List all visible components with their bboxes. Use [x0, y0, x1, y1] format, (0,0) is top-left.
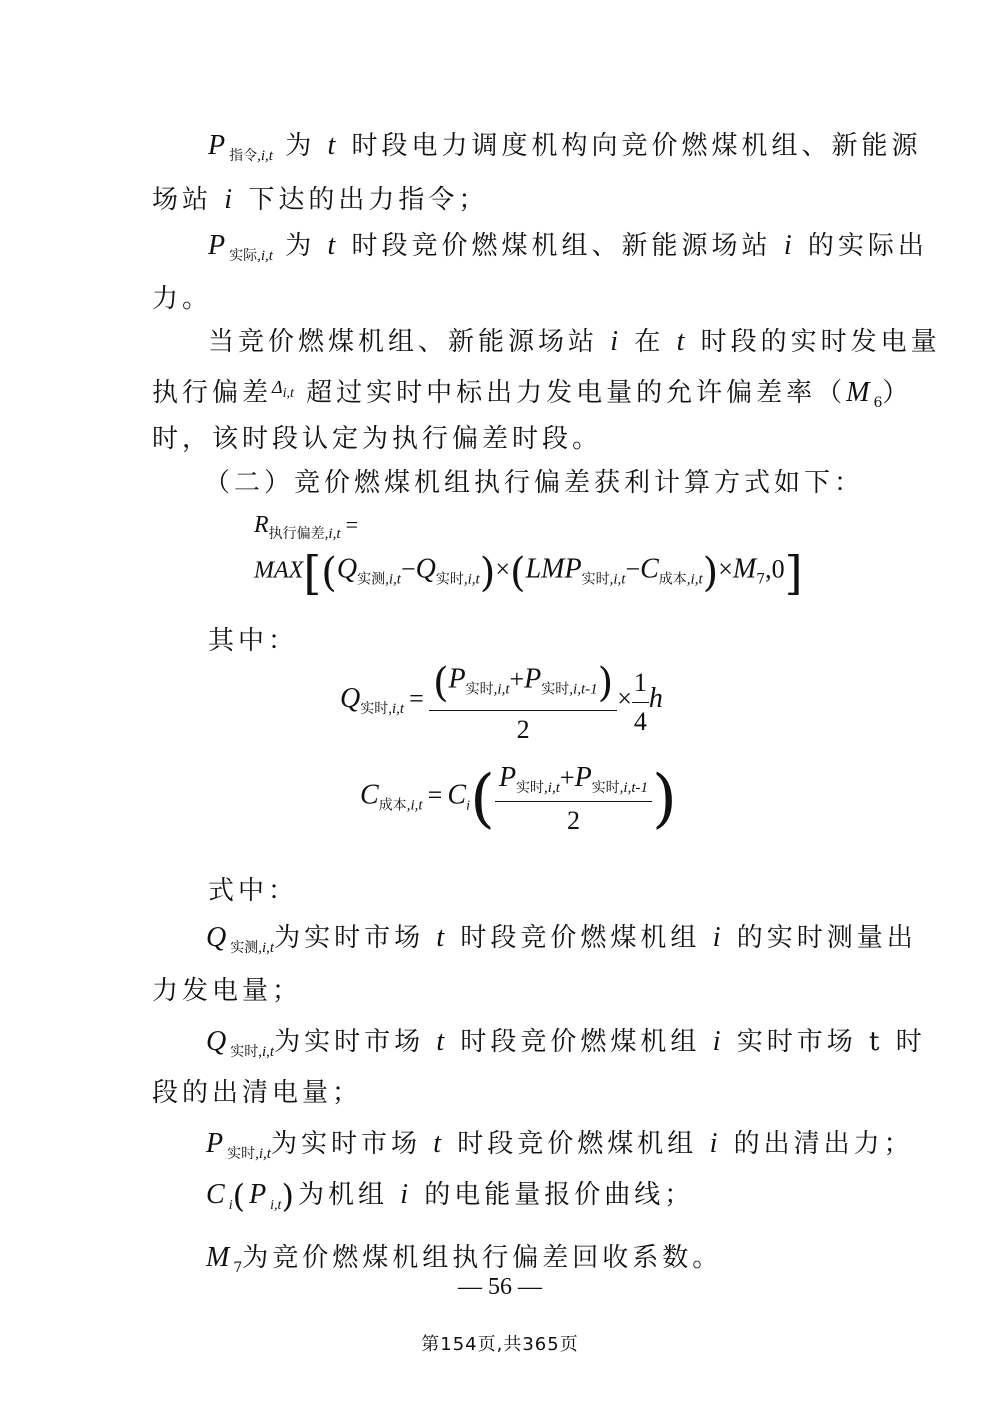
var-Q: Q [415, 553, 436, 585]
text: 时段竞价燃煤机组 [460, 1027, 701, 1057]
plus: + [509, 664, 525, 694]
text: 下达的出力指令； [248, 185, 489, 215]
var-P: P [524, 663, 542, 695]
sub-it: ,i,t [258, 1044, 275, 1060]
var-t: t [436, 922, 449, 953]
var-t: t [327, 130, 340, 161]
paragraph-line-4 [152, 286, 212, 312]
sub-6: 6 [873, 395, 883, 411]
text: 为实时市场 [270, 1129, 421, 1159]
paragraph-line-6 [152, 378, 912, 410]
text: 为竞价燃煤机组执行偏差回收系数。 [242, 1243, 723, 1273]
var-LMP: LMP [525, 553, 582, 585]
sub-it: ,i,t [686, 571, 703, 588]
equals: = [409, 684, 424, 713]
sub-shishi: 实时 [230, 1044, 259, 1060]
sub-zhiling: 指令 [229, 148, 258, 164]
var-M: M [732, 553, 757, 585]
text: 为实时市场 [274, 923, 425, 953]
paragraph-line-13 [206, 1028, 926, 1060]
formula-r-lhs [254, 512, 358, 543]
var-C: C [447, 779, 467, 811]
text: 执行偏差 [152, 378, 273, 408]
text: 时段电力调度机构向竞价燃煤机组、新能源 [351, 131, 922, 161]
denominator: 2 [516, 715, 530, 744]
paragraph-line-5 [208, 328, 941, 356]
var-t: t [327, 230, 340, 261]
text: 时段竞价燃煤机组、新能源场站 [351, 231, 772, 261]
times: × [495, 554, 510, 584]
text: 为机组 [297, 1180, 388, 1210]
var-i: i [224, 184, 237, 215]
sub-shice: 实测 [357, 571, 386, 588]
paragraph-line-14 [152, 1080, 362, 1106]
times: × [617, 684, 632, 713]
var-i: i [712, 1026, 725, 1057]
section-heading [204, 470, 864, 496]
var-i: i [783, 230, 796, 261]
var-P: P [448, 663, 466, 695]
page-info-footer: 第154页,共365页 [421, 1334, 579, 1355]
fraction-quarter [632, 668, 649, 737]
text: 力。 [152, 284, 213, 314]
sub-it1: ,i,t-1 [569, 681, 598, 698]
sub-chengben: 成本 [658, 571, 687, 588]
text: 实时市场 t 时 [736, 1027, 926, 1057]
denominator: 4 [633, 707, 647, 736]
sub-it: ,i,t [258, 940, 275, 956]
sub-it: ,i,t [257, 148, 273, 164]
var-i: i [709, 1128, 722, 1159]
paragraph-line-17 [206, 1244, 722, 1275]
sub-i: i [466, 798, 470, 814]
var-M: M [846, 377, 874, 408]
paragraph-line-12 [152, 978, 302, 1004]
sub-it: ,i,t [324, 526, 341, 542]
fraction-q: $\frac{(P_{实时,i,t}+P_{实时,i,t-1})}{2}$ [429, 660, 617, 745]
sub-it-plain: i,t [270, 1198, 282, 1213]
paragraph-line-15 [206, 1130, 914, 1162]
paragraph-line-11 [206, 924, 917, 956]
sub-it1: ,i,t-1 [619, 780, 649, 796]
var-i: i [712, 922, 725, 953]
var-C: C [640, 553, 659, 585]
sub-it: ,i,t [388, 701, 405, 717]
text: 为 [285, 131, 316, 161]
var-R: R [254, 512, 269, 538]
formula-q [340, 660, 663, 745]
sub-i: i [228, 1198, 233, 1213]
var-P: P [206, 1128, 228, 1159]
var-Q: Q [206, 1026, 231, 1057]
sub-shishi: 实时 [516, 780, 545, 796]
paragraph-line-2 [152, 186, 488, 214]
text: 时段竞价燃煤机组 [460, 923, 701, 953]
text: （二）竞价燃煤机组执行偏差获利计算方式如下： [204, 468, 865, 498]
text: 时，该时段认定为执行偏差时段。 [152, 424, 603, 454]
var-t: t [676, 326, 689, 357]
paragraph-qizhong [208, 628, 298, 654]
sub-zhixing: 执行偏差 [268, 526, 325, 542]
text: 时段的实时发电量 [700, 327, 941, 357]
sub-shishi: 实时 [435, 571, 464, 588]
sub-it: ,i,t [255, 1146, 271, 1162]
var-C: C [360, 779, 379, 811]
text: 段的出清电量； [152, 1078, 363, 1108]
var-i: i [400, 1179, 412, 1210]
plus: + [559, 763, 575, 792]
var-P: P [208, 130, 230, 161]
sub-chengben: 成本 [378, 797, 407, 814]
text: 在 [634, 327, 665, 357]
paragraph-shizhong [208, 878, 298, 904]
var-P: P [208, 230, 230, 261]
sub-shiji: 实际 [229, 248, 258, 264]
var-P: P [498, 762, 517, 793]
sub-shishi: 实时 [591, 780, 620, 796]
var-P: P [574, 762, 592, 793]
minus: − [625, 554, 641, 584]
formula-c: $C_{成本,i,t} = C_i$( $\frac{P_{实时,i,t}+P_{实时,i,t-1}}{2}$ ) [360, 762, 677, 836]
times: × [718, 554, 733, 584]
paragraph-line-7 [152, 426, 602, 452]
sub-shishi: 实时 [227, 1146, 256, 1162]
fraction-c [495, 762, 652, 836]
text: 为实时市场 [274, 1027, 425, 1057]
text: 式中： [208, 876, 299, 906]
var-Q: Q [340, 683, 361, 714]
text: 的电能量报价曲线； [424, 1180, 695, 1210]
var-C: C [206, 1179, 229, 1210]
sub-7: 7 [756, 571, 766, 588]
text: 的实时测量出 [736, 923, 917, 953]
text: 的出清出力； [733, 1129, 914, 1159]
text: 为 [285, 231, 316, 261]
sub-it: ,i,t [609, 571, 626, 588]
page-number: — 56 — [458, 1274, 542, 1300]
numerator: 1 [632, 668, 649, 703]
text: 超过实时中标出力发电量的允许偏差率（ [306, 378, 847, 408]
text: 时段竞价燃煤机组 [457, 1129, 698, 1159]
sub-shishi: 实时 [360, 701, 389, 717]
paragraph-line-3 [208, 232, 928, 264]
equals: = [427, 780, 443, 810]
sub-it: ,i,t [463, 571, 480, 588]
sub-it: ,i,t [493, 681, 510, 698]
zero: ,0 [765, 554, 785, 584]
text: 场站 [152, 185, 213, 215]
var-h: h [648, 683, 663, 714]
denominator: 2 [566, 806, 580, 835]
sub-shice: 实测 [230, 940, 259, 956]
formula-r-rhs: $MAX[(Q_{实测,i,t}-Q_{实时,i,t})\times(LMP_{实时,i,t}-C_{成本,i,t})\times M7,0]$ [254, 546, 803, 600]
delta-symbol: Δ [272, 377, 283, 397]
text: 其中： [208, 626, 299, 656]
var-M: M [206, 1242, 234, 1273]
sub-it: ,i,t [406, 797, 423, 814]
var-Q: Q [336, 553, 358, 585]
var-P: P [249, 1179, 271, 1210]
text: 的实际出 [807, 231, 928, 261]
equals: = [345, 512, 359, 537]
var-t: t [433, 1128, 446, 1159]
sub-shishi: 实时 [541, 681, 570, 698]
text: 力发电量； [152, 976, 303, 1006]
var-Q: Q [206, 922, 231, 953]
func-max: MAX [254, 557, 304, 584]
sub-it: ,i,t [385, 571, 401, 588]
minus: − [400, 554, 416, 584]
sub-it: ,i,t [544, 780, 560, 796]
text: ） [882, 378, 913, 408]
var-i: i [610, 326, 623, 357]
delta-sub: i,t [282, 386, 294, 401]
text: 当竞价燃煤机组、新能源场站 [208, 327, 599, 357]
sub-7: 7 [233, 1260, 243, 1276]
sub-shishi: 实时 [465, 681, 494, 698]
var-t: t [436, 1026, 449, 1057]
sub-it: ,i,t [257, 248, 273, 264]
paragraph-line-1 [208, 132, 922, 164]
sub-shishi: 实时 [581, 571, 610, 588]
paragraph-line-16: $C_i(P_{i,t})$为机组 i 的电能量报价曲线； [206, 1177, 695, 1215]
